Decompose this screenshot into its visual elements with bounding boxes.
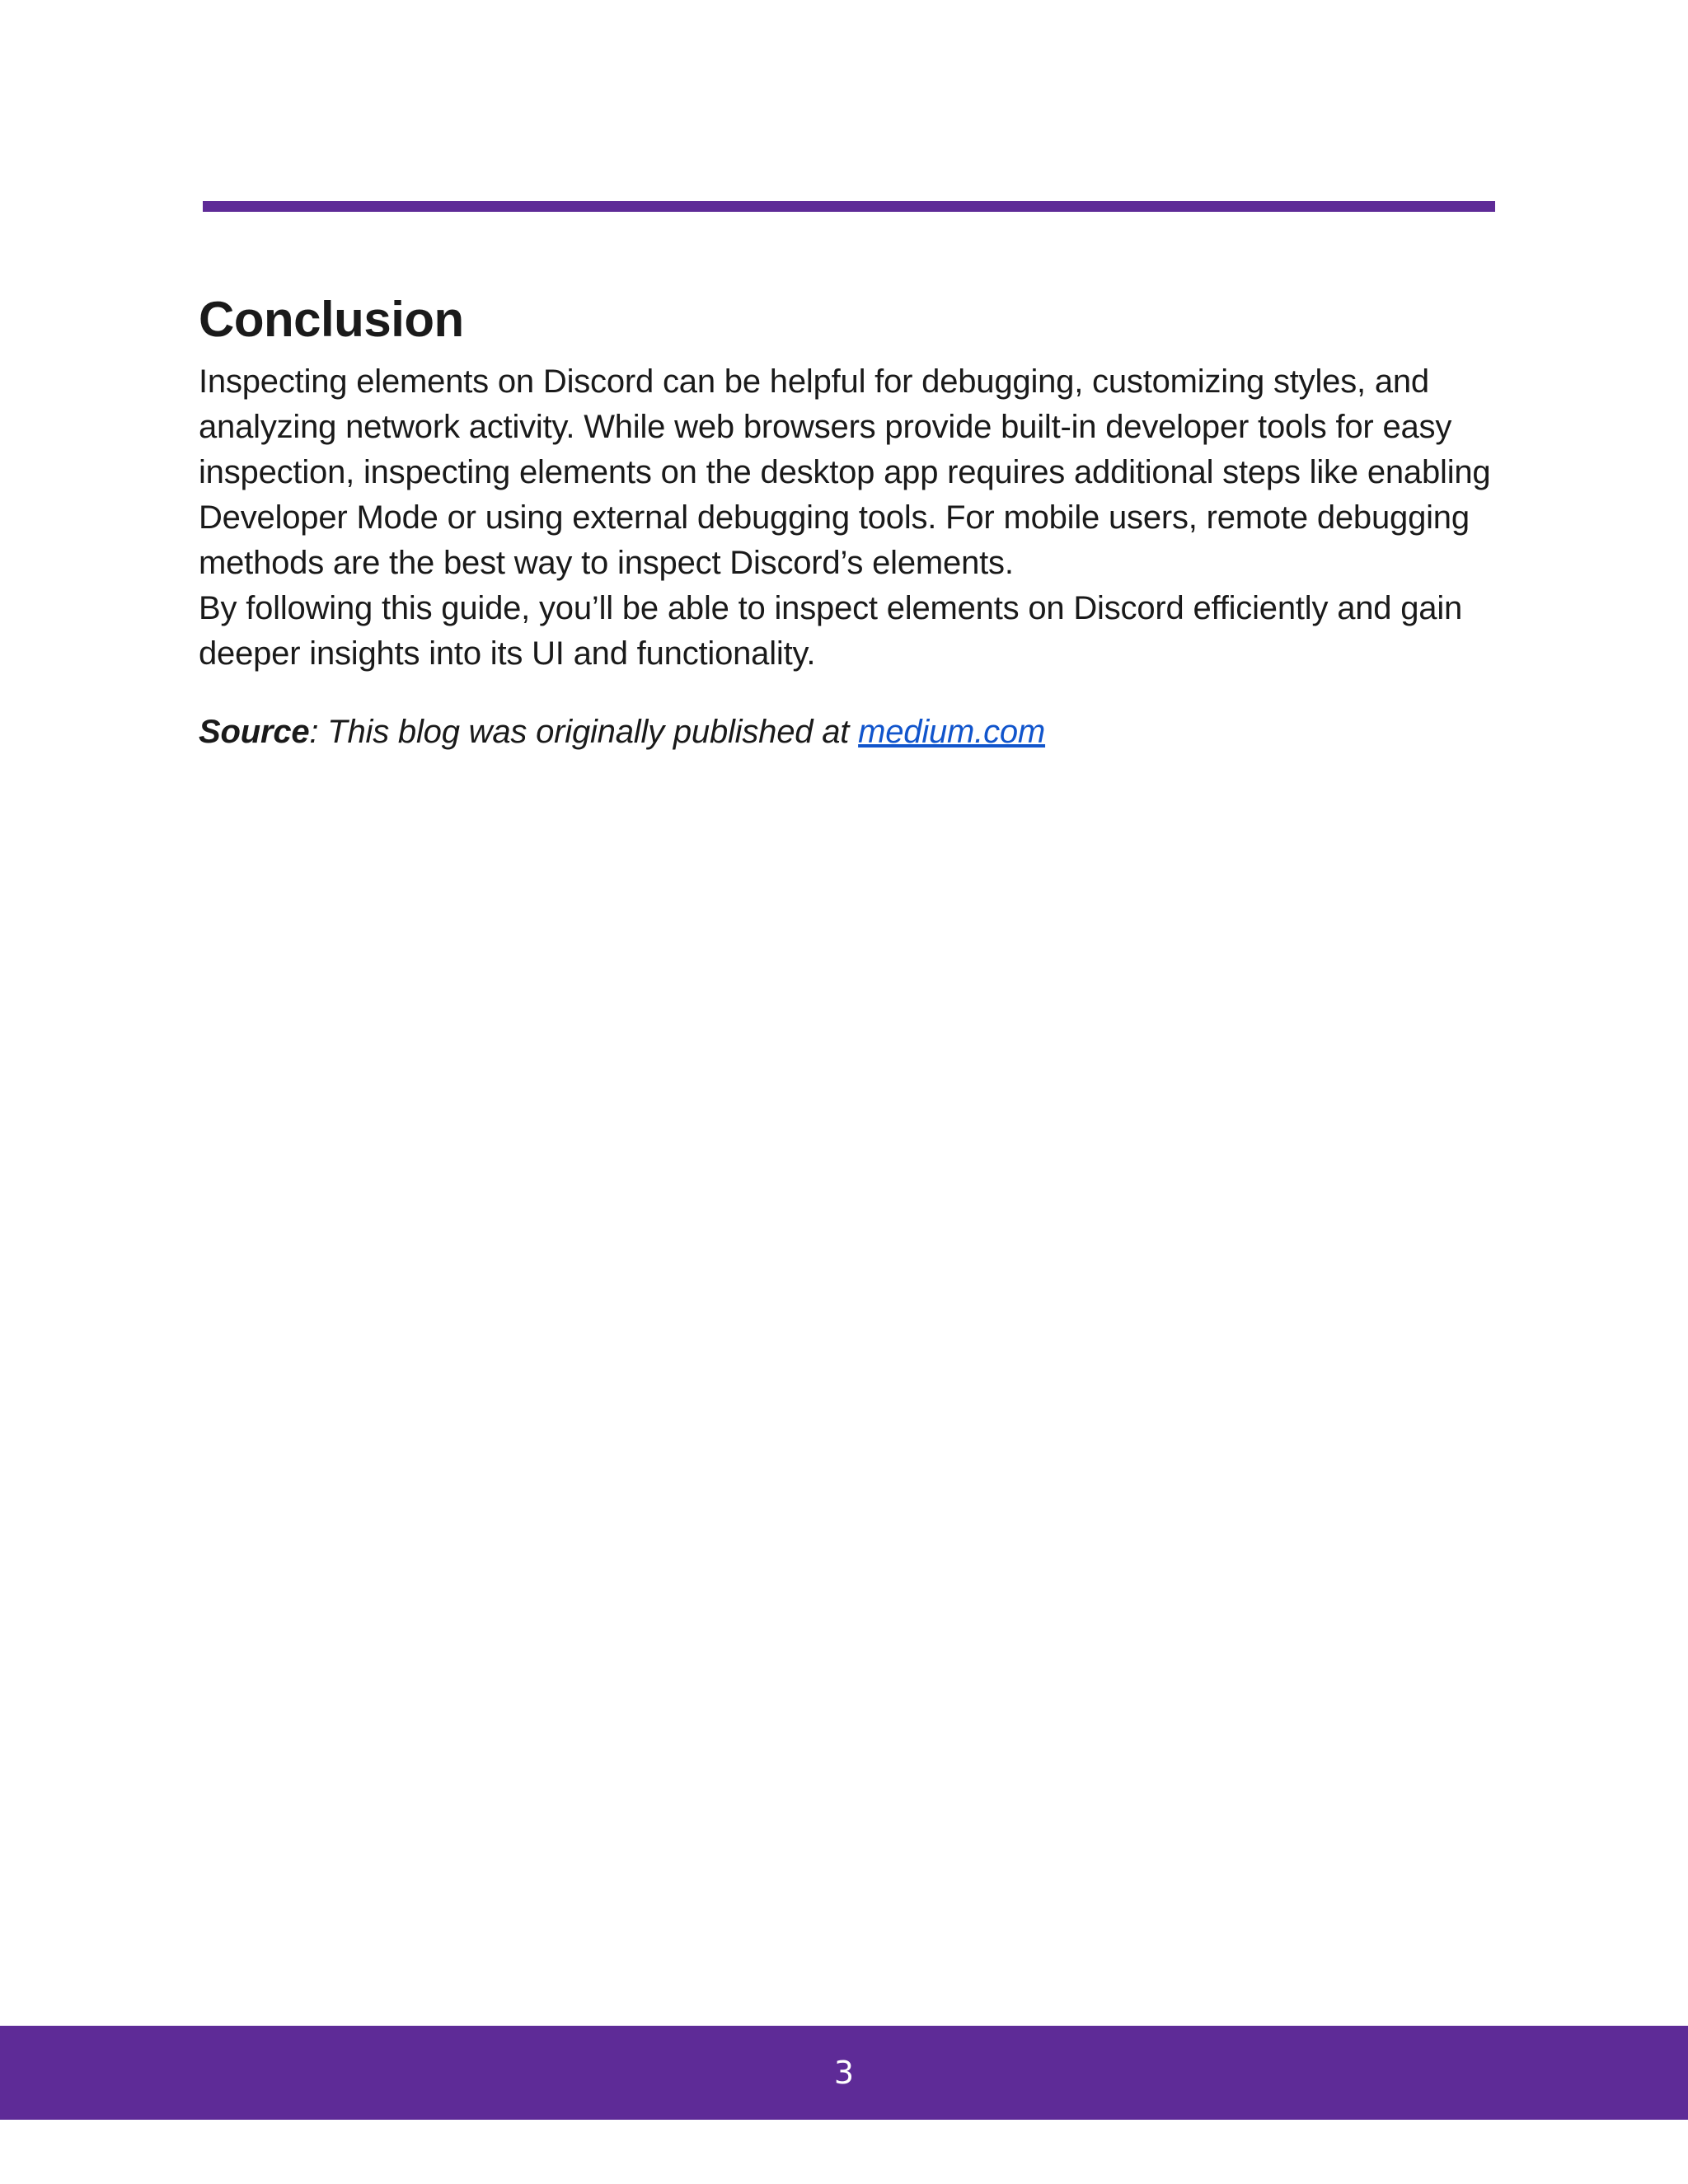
top-divider	[203, 201, 1495, 212]
source-text: : This blog was originally published at	[309, 714, 859, 750]
source-link[interactable]: medium.com	[858, 714, 1046, 750]
section-body	[199, 359, 1501, 677]
source-line	[199, 710, 1501, 755]
source-label: Source	[199, 714, 310, 750]
conclusion-section	[199, 290, 1501, 755]
section-heading: Conclusion	[199, 292, 464, 347]
paragraph-1: Inspecting elements on Discord can be helpful for debugging, customizing styles, and analyzing network activity. While web browsers provide built-in developer tools for easy inspection, inspecting elements on the desktop app requires additional steps like enabling Developer Mode or using external debugging tools. For mobile users, remote debugging methods are the best way to inspect Discord’s elements.	[199, 363, 1491, 581]
footer-bar	[0, 2026, 1688, 2120]
paragraph-2: By following this guide, you’ll be able to inspect elements on Discord efficiently and gain deeper insights into its UI and functionality.	[199, 590, 1463, 672]
page-number: 3	[833, 2055, 855, 2091]
